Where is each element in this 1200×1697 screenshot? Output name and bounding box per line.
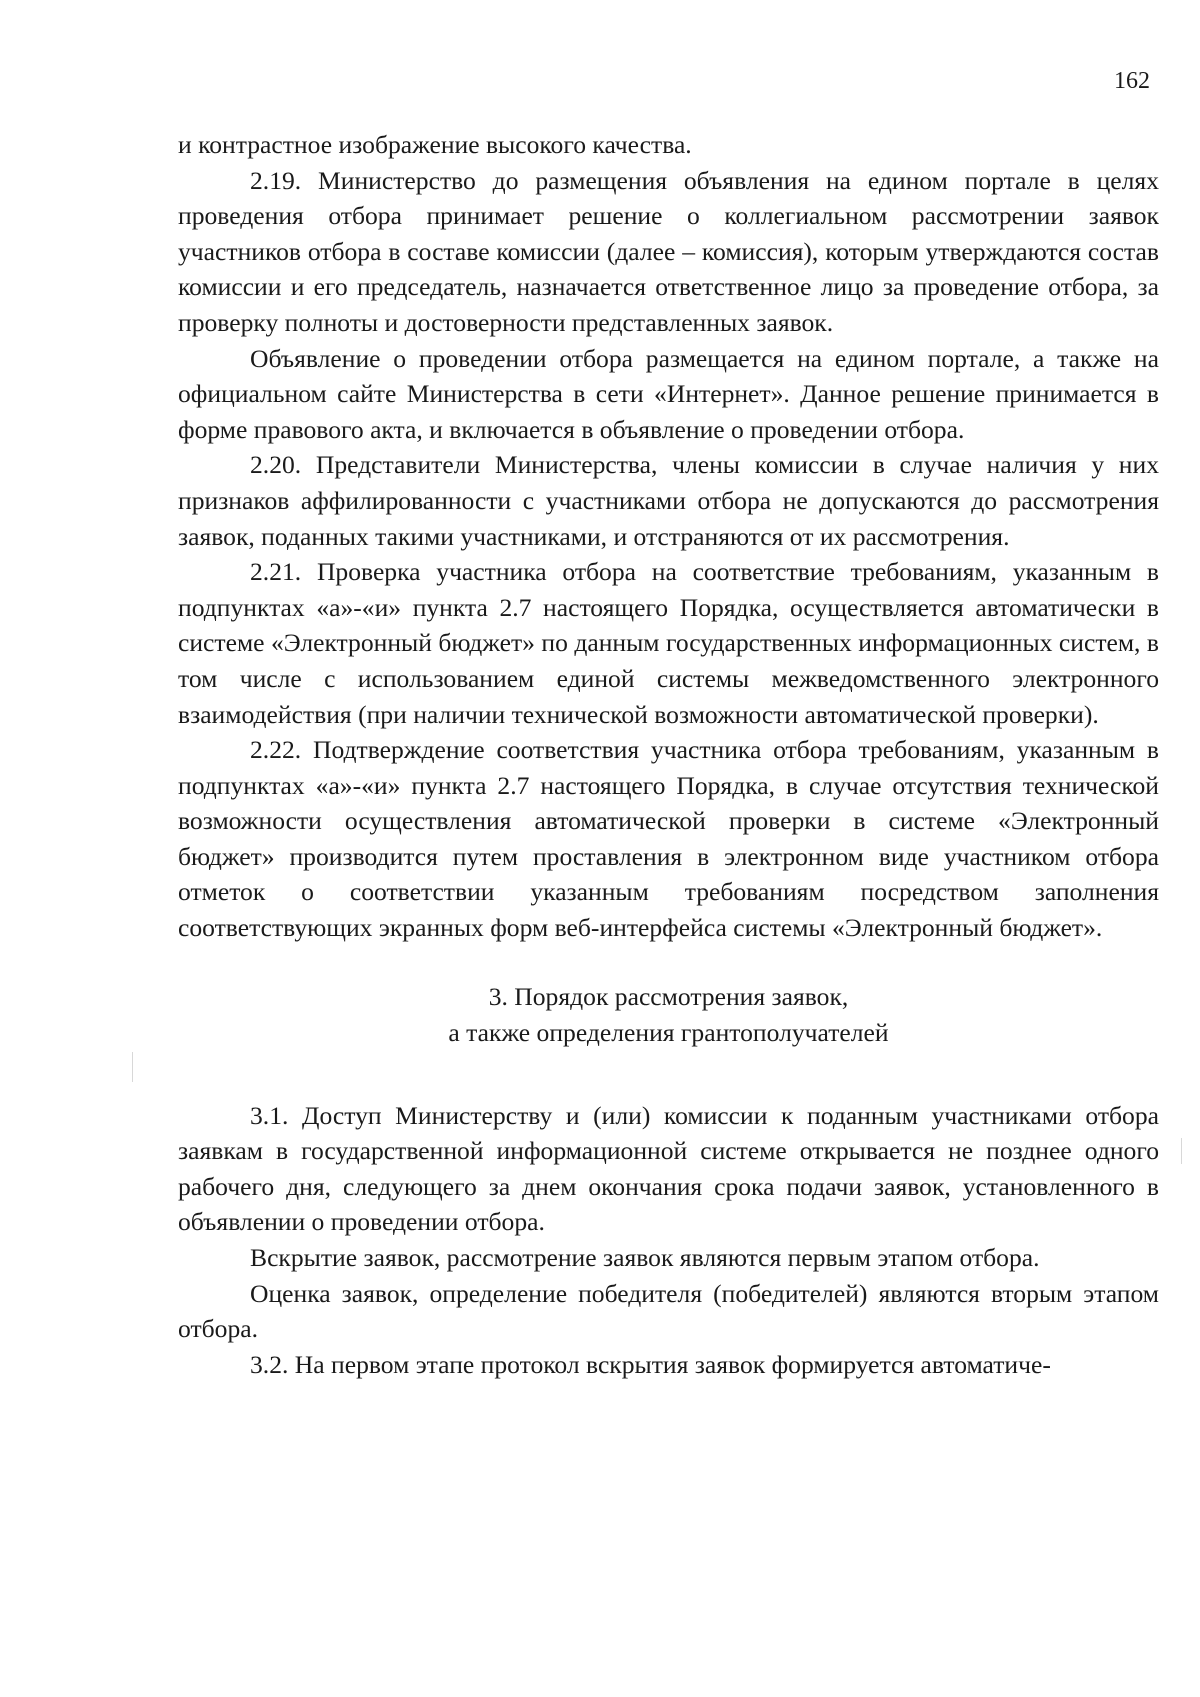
section-heading-line-2: а также определения грантополучателей — [448, 1017, 889, 1047]
paragraph-announcement: Объявление о проведении отбора размещается на едином портале, а также на официальном сайте Министерства в сети «Интернет». Данное решение принимается в форме правового акта, и включается в объявление о проведении отбора. — [178, 343, 1159, 444]
paragraph-first-stage: Вскрытие заявок, рассмотрение заявок являются первым этапом отбора. — [250, 1243, 1040, 1273]
document-body — [178, 127, 1159, 1382]
paragraph-2-20: 2.20. Представители Министерства, члены комиссии в случае наличия у них признаков аффилированности с участниками отбора не допускаются до рассмотрения заявок, поданных такими участниками, и отстраняются от их рассмотрения. — [178, 450, 1159, 551]
section-heading — [178, 979, 1159, 1051]
paragraph-2-22: 2.22. Подтверждение соответствия участника отбора требованиям, указанным в подпунктах «а»-«и» пункта 2.7 настоящего Порядка, в случае отсутствия технической возможности осуществления автоматической проверки в системе «Электронный бюджет» производится путем проставления в электронном виде участником отбора отметок о соответствии указанным требованиям посредством заполнения соответствующих экранных форм веб-интерфейса системы «Электронный бюджет». — [178, 735, 1159, 943]
scan-margin-mark — [1181, 1138, 1182, 1164]
paragraph-3-1: 3.1. Доступ Министерству и (или) комиссии к поданным участниками отбора заявкам в государственной информационной системе открывается не позднее одного рабочего дня, следующего за днем окончания срока подачи заявок, установленного в объявлении о проведении отбора. — [178, 1100, 1159, 1237]
section-heading-line-1: 3. Порядок рассмотрения заявок, — [488, 981, 849, 1011]
scan-margin-mark — [132, 1052, 133, 1082]
paragraph-2-21: 2.21. Проверка участника отбора на соответствие требованиям, указанным в подпунктах «а»-«и» пункта 2.7 настоящего Порядка, осуществляется автоматически в системе «Электронный бюджет» по данным государственных информационных систем, в том числе с использованием единой системы межведомственного электронного взаимодействия (при наличии технической возможности автоматической проверки). — [178, 557, 1159, 729]
page-number: 162 — [1114, 68, 1150, 94]
paragraph-2-19: 2.19. Министерство до размещения объявления на едином портале в целях проведения отбора принимает решение о коллегиальном рассмотрении заявок участников отбора в составе комиссии (далее – комиссия), которым утверждаются состав комиссии и его председатель, назначается ответственное лицо за проведение отбора, за проверку полноты и достоверности представленных заявок. — [178, 165, 1159, 337]
paragraph-3-2: 3.2. На первом этапе протокол вскрытия заявок формируется автоматиче- — [250, 1349, 1051, 1379]
paragraph-second-stage: Оценка заявок, определение победителя (победителей) являются вторым этапом отбора. — [178, 1278, 1159, 1344]
paragraph-continuation: и контрастное изображение высокого качества. — [178, 130, 692, 159]
